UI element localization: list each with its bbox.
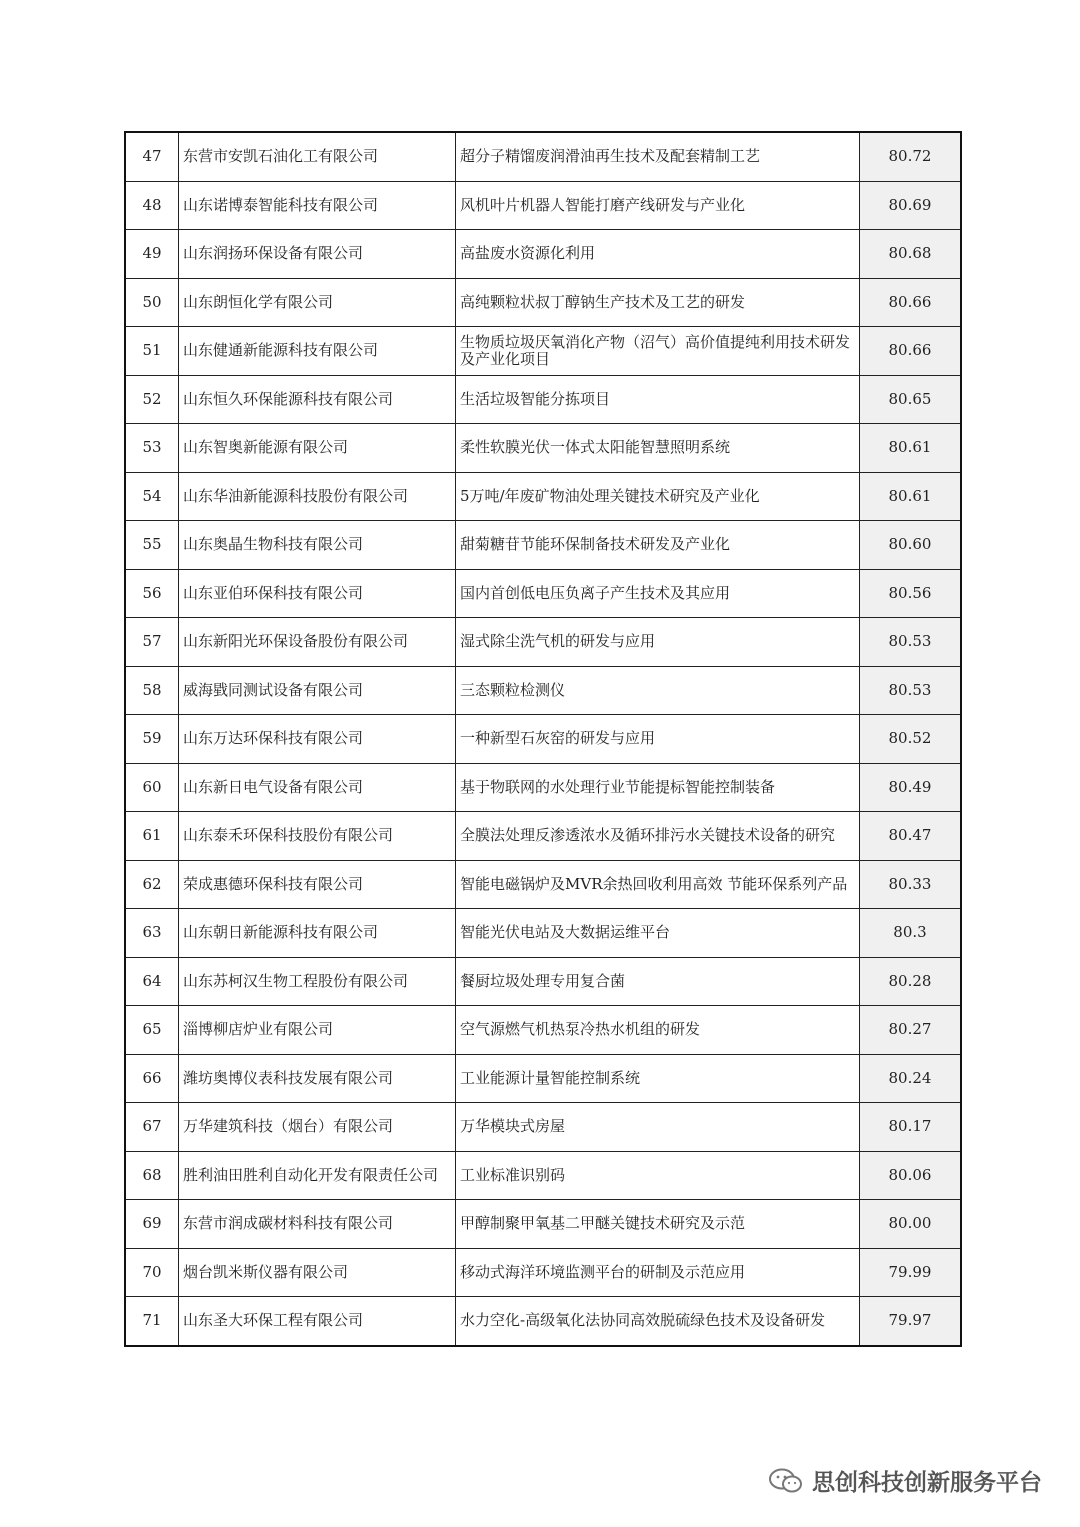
project-name: 生活垃圾智能分拣项目 (456, 375, 860, 424)
company-name: 淄博柳店炉业有限公司 (179, 1006, 456, 1055)
row-number: 64 (125, 957, 179, 1006)
project-name: 万华模块式房屋 (456, 1103, 860, 1152)
table-row (125, 375, 961, 424)
company-name: 山东朗恒化学有限公司 (179, 278, 456, 327)
project-name: 三态颗粒检测仪 (456, 666, 860, 715)
project-name: 柔性软膜光伏一体式太阳能智慧照明系统 (456, 424, 860, 473)
row-number: 58 (125, 666, 179, 715)
company-name: 万华建筑科技（烟台）有限公司 (179, 1103, 456, 1152)
table-row (125, 909, 961, 958)
row-number: 69 (125, 1200, 179, 1249)
company-name: 山东新阳光环保设备股份有限公司 (179, 618, 456, 667)
company-name: 烟台凯米斯仪器有限公司 (179, 1248, 456, 1297)
company-name: 山东亚伯环保科技有限公司 (179, 569, 456, 618)
project-name: 高盐废水资源化利用 (456, 230, 860, 279)
table-row (125, 812, 961, 861)
company-name: 东营市安凯石油化工有限公司 (179, 132, 456, 181)
table-row (125, 1200, 961, 1249)
row-number: 53 (125, 424, 179, 473)
project-name: 风机叶片机器人智能打磨产线研发与产业化 (456, 181, 860, 230)
company-name: 胜利油田胜利自动化开发有限责任公司 (179, 1151, 456, 1200)
row-number: 68 (125, 1151, 179, 1200)
table-body (125, 132, 961, 1346)
score-value: 80.06 (860, 1151, 962, 1200)
company-name: 山东苏柯汉生物工程股份有限公司 (179, 957, 456, 1006)
row-number: 65 (125, 1006, 179, 1055)
row-number: 49 (125, 230, 179, 279)
ranking-table-container (124, 131, 955, 1347)
row-number: 54 (125, 472, 179, 521)
row-number: 47 (125, 132, 179, 181)
table-row (125, 424, 961, 473)
project-name: 甜菊糖苷节能环保制备技术研发及产业化 (456, 521, 860, 570)
project-name: 餐厨垃圾处理专用复合菌 (456, 957, 860, 1006)
score-value: 80.53 (860, 618, 962, 667)
table-row (125, 1151, 961, 1200)
project-name: 智能电磁锅炉及MVR余热回收利用高效 节能环保系列产品 (456, 860, 860, 909)
row-number: 61 (125, 812, 179, 861)
company-name: 山东恒久环保能源科技有限公司 (179, 375, 456, 424)
score-value: 80.61 (860, 424, 962, 473)
project-name: 基于物联网的水处理行业节能提标智能控制装备 (456, 763, 860, 812)
score-value: 80.66 (860, 278, 962, 327)
row-number: 60 (125, 763, 179, 812)
company-name: 山东健通新能源科技有限公司 (179, 327, 456, 376)
company-name: 威海戥同测试设备有限公司 (179, 666, 456, 715)
score-value: 80.56 (860, 569, 962, 618)
row-number: 66 (125, 1054, 179, 1103)
company-name: 山东圣大环保工程有限公司 (179, 1297, 456, 1346)
company-name: 山东万达环保科技有限公司 (179, 715, 456, 764)
row-number: 71 (125, 1297, 179, 1346)
row-number: 55 (125, 521, 179, 570)
score-value: 80.72 (860, 132, 962, 181)
table-row (125, 618, 961, 667)
wechat-icon (768, 1467, 804, 1495)
row-number: 48 (125, 181, 179, 230)
project-name: 工业标准识别码 (456, 1151, 860, 1200)
table-row (125, 278, 961, 327)
project-name: 高纯颗粒状叔丁醇钠生产技术及工艺的研发 (456, 278, 860, 327)
watermark (768, 1464, 1042, 1497)
row-number: 50 (125, 278, 179, 327)
table-row (125, 1054, 961, 1103)
score-value: 79.99 (860, 1248, 962, 1297)
row-number: 59 (125, 715, 179, 764)
table-row (125, 569, 961, 618)
row-number: 52 (125, 375, 179, 424)
score-value: 80.27 (860, 1006, 962, 1055)
table-row (125, 1297, 961, 1346)
company-name: 山东奥晶生物科技有限公司 (179, 521, 456, 570)
row-number: 63 (125, 909, 179, 958)
score-value: 80.68 (860, 230, 962, 279)
project-name: 工业能源计量智能控制系统 (456, 1054, 860, 1103)
row-number: 67 (125, 1103, 179, 1152)
project-name: 水力空化-高级氧化法协同高效脱硫绿色技术及设备研发 (456, 1297, 860, 1346)
table-row (125, 1248, 961, 1297)
table-row (125, 957, 961, 1006)
table-row (125, 521, 961, 570)
score-value: 80.17 (860, 1103, 962, 1152)
company-name: 山东诺博泰智能科技有限公司 (179, 181, 456, 230)
score-value: 80.52 (860, 715, 962, 764)
company-name: 山东智奥新能源有限公司 (179, 424, 456, 473)
company-name: 山东朝日新能源科技有限公司 (179, 909, 456, 958)
score-value: 80.65 (860, 375, 962, 424)
score-value: 80.28 (860, 957, 962, 1006)
project-name: 一种新型石灰窑的研发与应用 (456, 715, 860, 764)
project-name: 生物质垃圾厌氧消化产物（沼气）高价值提纯利用技术研发及产业化项目 (456, 327, 860, 376)
row-number: 57 (125, 618, 179, 667)
project-name: 智能光伏电站及大数据运维平台 (456, 909, 860, 958)
table-row (125, 472, 961, 521)
score-value: 80.33 (860, 860, 962, 909)
row-number: 62 (125, 860, 179, 909)
project-name: 超分子精馏废润滑油再生技术及配套精制工艺 (456, 132, 860, 181)
company-name: 荣成惠德环保科技有限公司 (179, 860, 456, 909)
table-row (125, 132, 961, 181)
company-name: 潍坊奥博仪表科技发展有限公司 (179, 1054, 456, 1103)
score-value: 80.47 (860, 812, 962, 861)
table-row (125, 763, 961, 812)
row-number: 51 (125, 327, 179, 376)
table-row (125, 230, 961, 279)
score-value: 80.66 (860, 327, 962, 376)
watermark-text: 思创科技创新服务平台 (812, 1470, 1042, 1496)
project-name: 湿式除尘洗气机的研发与应用 (456, 618, 860, 667)
company-name: 山东华油新能源科技股份有限公司 (179, 472, 456, 521)
table-row (125, 715, 961, 764)
project-name: 全膜法处理反渗透浓水及循环排污水关键技术设备的研究 (456, 812, 860, 861)
company-name: 山东润扬环保设备有限公司 (179, 230, 456, 279)
table-row (125, 1006, 961, 1055)
score-value: 80.24 (860, 1054, 962, 1103)
table-row (125, 860, 961, 909)
score-value: 80.69 (860, 181, 962, 230)
project-name: 甲醇制聚甲氧基二甲醚关键技术研究及示范 (456, 1200, 860, 1249)
company-name: 东营市润成碳材料科技有限公司 (179, 1200, 456, 1249)
ranking-table (124, 131, 962, 1347)
score-value: 80.60 (860, 521, 962, 570)
row-number: 56 (125, 569, 179, 618)
score-value: 80.61 (860, 472, 962, 521)
company-name: 山东泰禾环保科技股份有限公司 (179, 812, 456, 861)
score-value: 80.49 (860, 763, 962, 812)
table-row (125, 1103, 961, 1152)
score-value: 80.00 (860, 1200, 962, 1249)
project-name: 移动式海洋环境监测平台的研制及示范应用 (456, 1248, 860, 1297)
row-number: 70 (125, 1248, 179, 1297)
score-value: 80.3 (860, 909, 962, 958)
table-row (125, 181, 961, 230)
score-value: 79.97 (860, 1297, 962, 1346)
table-row (125, 327, 961, 376)
project-name: 国内首创低电压负离子产生技术及其应用 (456, 569, 860, 618)
score-value: 80.53 (860, 666, 962, 715)
company-name: 山东新日电气设备有限公司 (179, 763, 456, 812)
project-name: 空气源燃气机热泵冷热水机组的研发 (456, 1006, 860, 1055)
project-name: 5万吨/年废矿物油处理关键技术研究及产业化 (456, 472, 860, 521)
table-row (125, 666, 961, 715)
